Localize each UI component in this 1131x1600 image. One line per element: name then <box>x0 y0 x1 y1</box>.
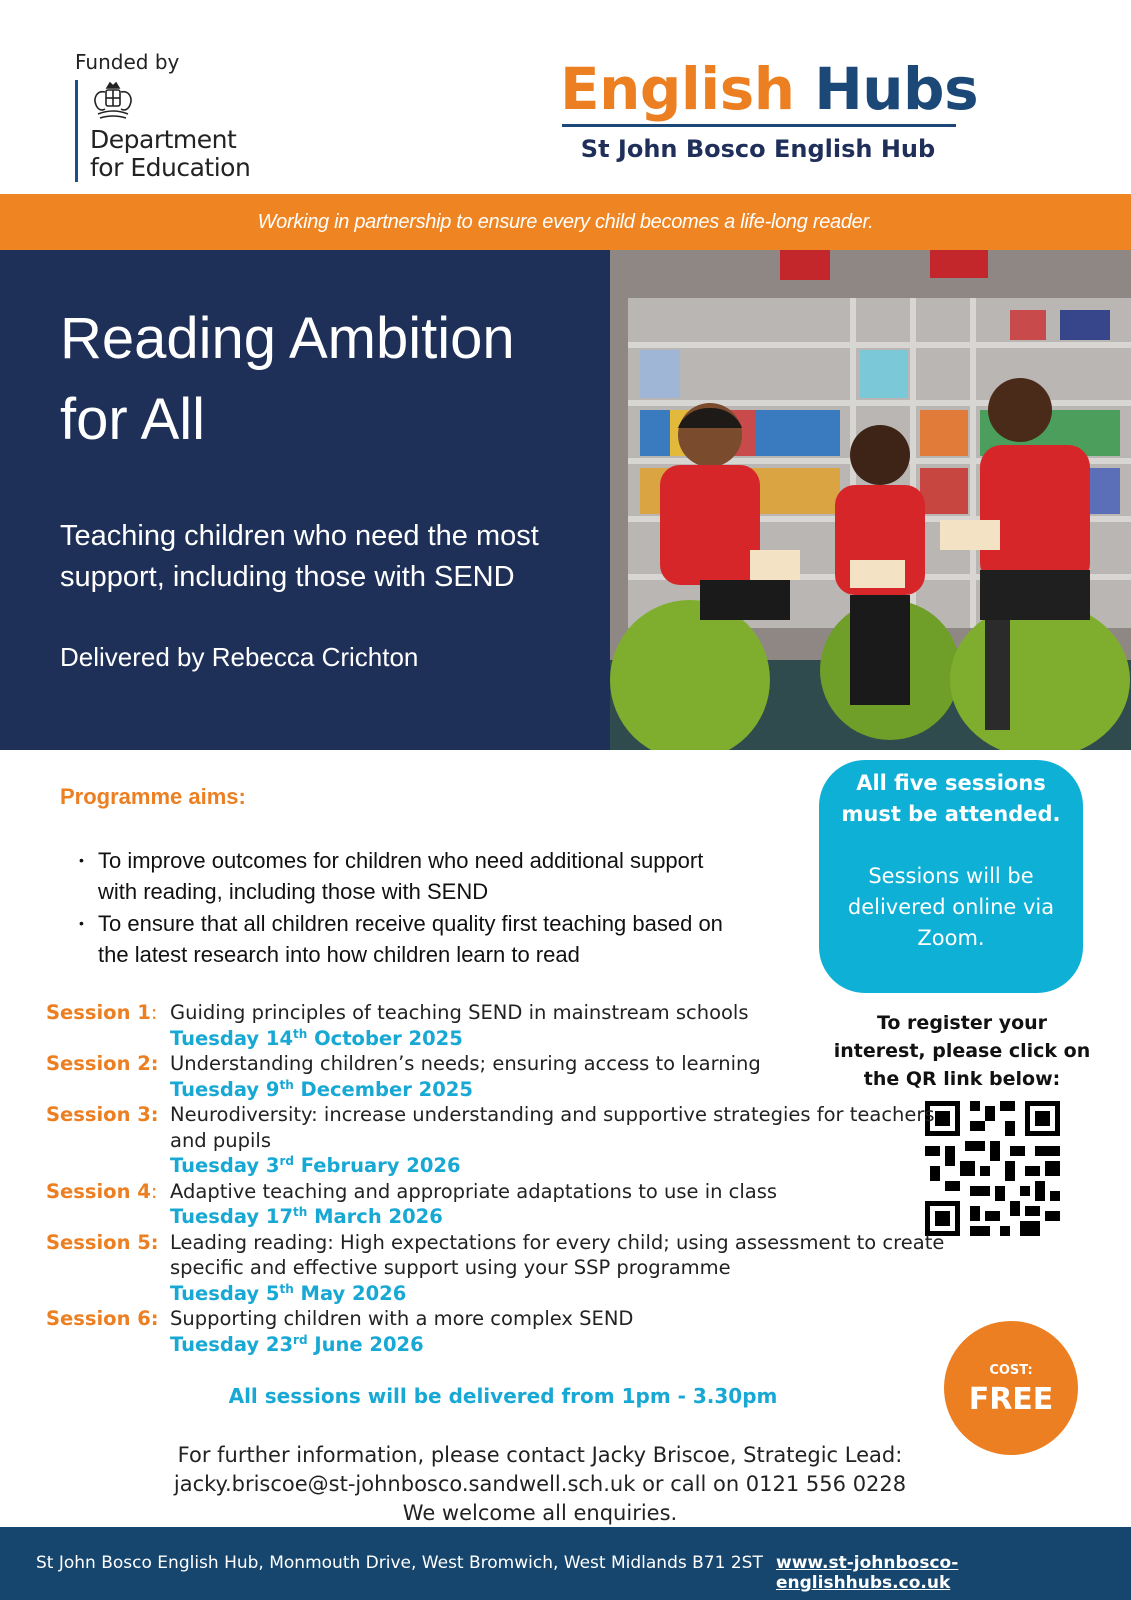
session-label: Session 5: <box>46 1230 159 1254</box>
attendance-note-online: Sessions will be delivered online via Zoom. <box>847 864 1055 950</box>
session-date: Tuesday 17th March 2026 <box>170 1205 443 1228</box>
session-date: Tuesday 9th December 2025 <box>170 1077 473 1101</box>
session-item <box>46 1000 966 1051</box>
session-description: Leading reading: High expectations for every child; using assessment to create specific and effective support using your SSP programme <box>170 1230 945 1279</box>
session-description: Understanding children’s needs; ensuring access to learning <box>170 1052 761 1075</box>
session-item <box>46 1179 966 1230</box>
session-times: All sessions will be delivered from 1pm - 3.30pm <box>228 1384 778 1408</box>
dfe-line-2: for Education <box>90 153 251 182</box>
session-label: Session 4: <box>46 1179 158 1203</box>
attendance-note <box>819 760 1083 993</box>
page-title <box>60 298 515 460</box>
session-item <box>46 1102 966 1179</box>
session-label: Session 6: <box>46 1307 159 1330</box>
attendance-note-bold: All five sessions must be attended. <box>841 771 1061 826</box>
hero-panel <box>0 250 610 750</box>
funded-by-label: Funded by <box>75 50 180 74</box>
session-description: Guiding principles of teaching SEND in mainstream schools <box>170 1001 749 1024</box>
page-title-line-1: Reading Ambition <box>60 306 515 371</box>
delivered-by: Delivered by Rebecca Crichton <box>60 642 419 672</box>
aims-heading: Programme aims: <box>60 784 246 809</box>
hub-subtitle: St John Bosco English Hub <box>580 135 936 163</box>
footer-address: St John Bosco English Hub, Monmouth Drive, West Bromwich, West Midlands B71 2ST <box>36 1553 763 1573</box>
session-date: Tuesday 23rd June 2026 <box>170 1332 424 1356</box>
english-hubs-logo <box>560 55 979 163</box>
sessions-list <box>46 1000 966 1357</box>
contact-line-3: We welcome all enquiries. <box>402 1501 678 1525</box>
session-date: Tuesday 14th October 2025 <box>170 1026 463 1050</box>
session-description: Neurodiversity: increase understanding and supportive strategies for teachers and pupils <box>170 1103 935 1152</box>
royal-crest-icon <box>90 80 136 120</box>
contact-line-2: jacky.briscoe@st-johnbosco.sandwell.sch.uk or call on 0121 556 0228 <box>173 1472 907 1496</box>
hub-title-english: English <box>560 55 795 123</box>
hub-divider <box>562 124 956 127</box>
contact-line-1: For further information, please contact Jacky Briscoe, Strategic Lead: <box>177 1443 903 1467</box>
dfe-line-1: Department <box>90 125 237 154</box>
hero-photo-children-reading <box>610 250 1131 750</box>
session-item <box>46 1230 966 1307</box>
register-instructions: To register your interest, please click on the QR link below: <box>833 1012 1091 1090</box>
photo-illustration <box>610 250 1131 750</box>
aims-list <box>98 845 738 971</box>
footer-website-link[interactable]: www.st-johnbosco-englishhubs.co.uk <box>776 1553 959 1593</box>
cost-badge <box>944 1321 1078 1455</box>
session-label: Session 3: <box>46 1103 159 1126</box>
contact-info <box>0 1441 1080 1528</box>
hero-subtitle: Teaching children who need the most support, including those with SEND <box>60 520 539 593</box>
hub-title <box>560 55 979 123</box>
hub-title-hubs: Hubs <box>814 55 979 123</box>
session-description: Supporting children with a more complex SEND <box>170 1307 634 1330</box>
cost-label: COST: <box>989 1363 1033 1378</box>
aims-item: • To improve outcomes for children who need additional support with reading, including those with SEND <box>98 845 738 907</box>
aims-item: • To ensure that all children receive quality first teaching based on the latest research into how children learn to read <box>98 908 738 970</box>
session-item <box>46 1051 966 1102</box>
cost-value: FREE <box>968 1382 1054 1417</box>
page-title-line-2: for All <box>60 387 206 452</box>
session-date: Tuesday 3rd February 2026 <box>170 1154 461 1177</box>
session-label: Session 2: <box>46 1052 159 1075</box>
dfe-logo <box>75 80 250 182</box>
session-date: Tuesday 5th May 2026 <box>170 1281 407 1305</box>
footer <box>0 1527 1131 1600</box>
session-description: Adaptive teaching and appropriate adaptations to use in class <box>170 1179 778 1203</box>
session-item <box>46 1306 966 1357</box>
tagline-banner: Working in partnership to ensure every child becomes a life-long reader. <box>0 194 1131 250</box>
session-label: Session 1: <box>46 1001 158 1024</box>
